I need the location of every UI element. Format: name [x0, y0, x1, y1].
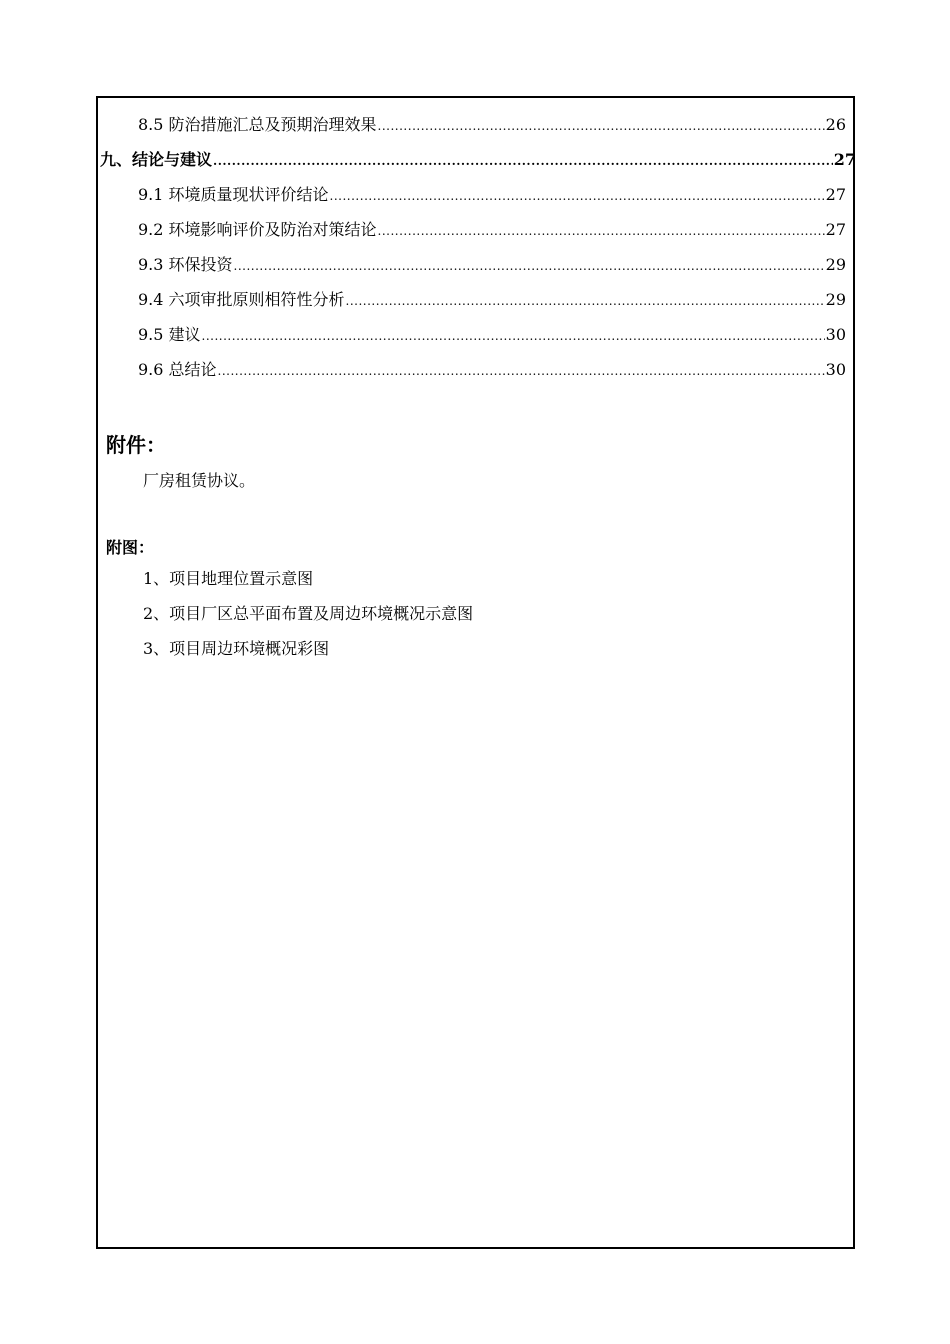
figures-heading: 附图： — [106, 538, 155, 557]
toc-entry[interactable] — [138, 325, 846, 345]
attachments-heading: 附件： — [106, 433, 166, 457]
toc-entry[interactable] — [138, 360, 846, 380]
toc-entry[interactable] — [138, 115, 846, 135]
toc-leader-dots — [234, 256, 825, 276]
figure-item: 2、项目厂区总平面布置及周边环境概况示意图 — [143, 604, 474, 623]
toc-entry-title: 9.6 总结论 — [138, 360, 217, 379]
toc-entry-title: 9.3 环保投资 — [138, 255, 233, 274]
toc-entry-title: 九、结论与建议 — [100, 150, 213, 169]
toc-entry-page: 29 — [825, 255, 846, 274]
toc-leader-dots — [218, 361, 825, 381]
toc-entry-title: 9.5 建议 — [138, 325, 201, 344]
toc-leader-dots — [213, 151, 833, 171]
toc-chapter-entry[interactable] — [100, 150, 856, 170]
toc-entry-page: 30 — [825, 360, 846, 379]
toc-entry-page: 29 — [825, 290, 846, 309]
toc-entry-page: 27 — [825, 220, 846, 239]
toc-entry-page: 26 — [825, 115, 846, 134]
attachment-item: 厂房租赁协议。 — [143, 471, 256, 490]
toc-leader-dots — [346, 291, 825, 311]
toc-leader-dots — [202, 326, 825, 346]
toc-leader-dots — [378, 116, 825, 136]
toc-entry[interactable] — [138, 185, 846, 205]
toc-entry-title: 8.5 防治措施汇总及预期治理效果 — [138, 115, 377, 134]
toc-entry[interactable] — [138, 290, 846, 310]
toc-entry[interactable] — [138, 220, 846, 240]
toc-entry-page: 27 — [833, 150, 856, 169]
toc-entry-title: 9.4 六项审批原则相符性分析 — [138, 290, 345, 309]
figure-item: 3、项目周边环境概况彩图 — [143, 639, 330, 658]
toc-entry-page: 27 — [825, 185, 846, 204]
figure-item: 1、项目地理位置示意图 — [143, 569, 314, 588]
toc-leader-dots — [378, 221, 825, 241]
toc-entry-title: 9.2 环境影响评价及防治对策结论 — [138, 220, 377, 239]
toc-entry[interactable] — [138, 255, 846, 275]
toc-entry-title: 9.1 环境质量现状评价结论 — [138, 185, 329, 204]
toc-leader-dots — [330, 186, 825, 206]
toc-entry-page: 30 — [825, 325, 846, 344]
